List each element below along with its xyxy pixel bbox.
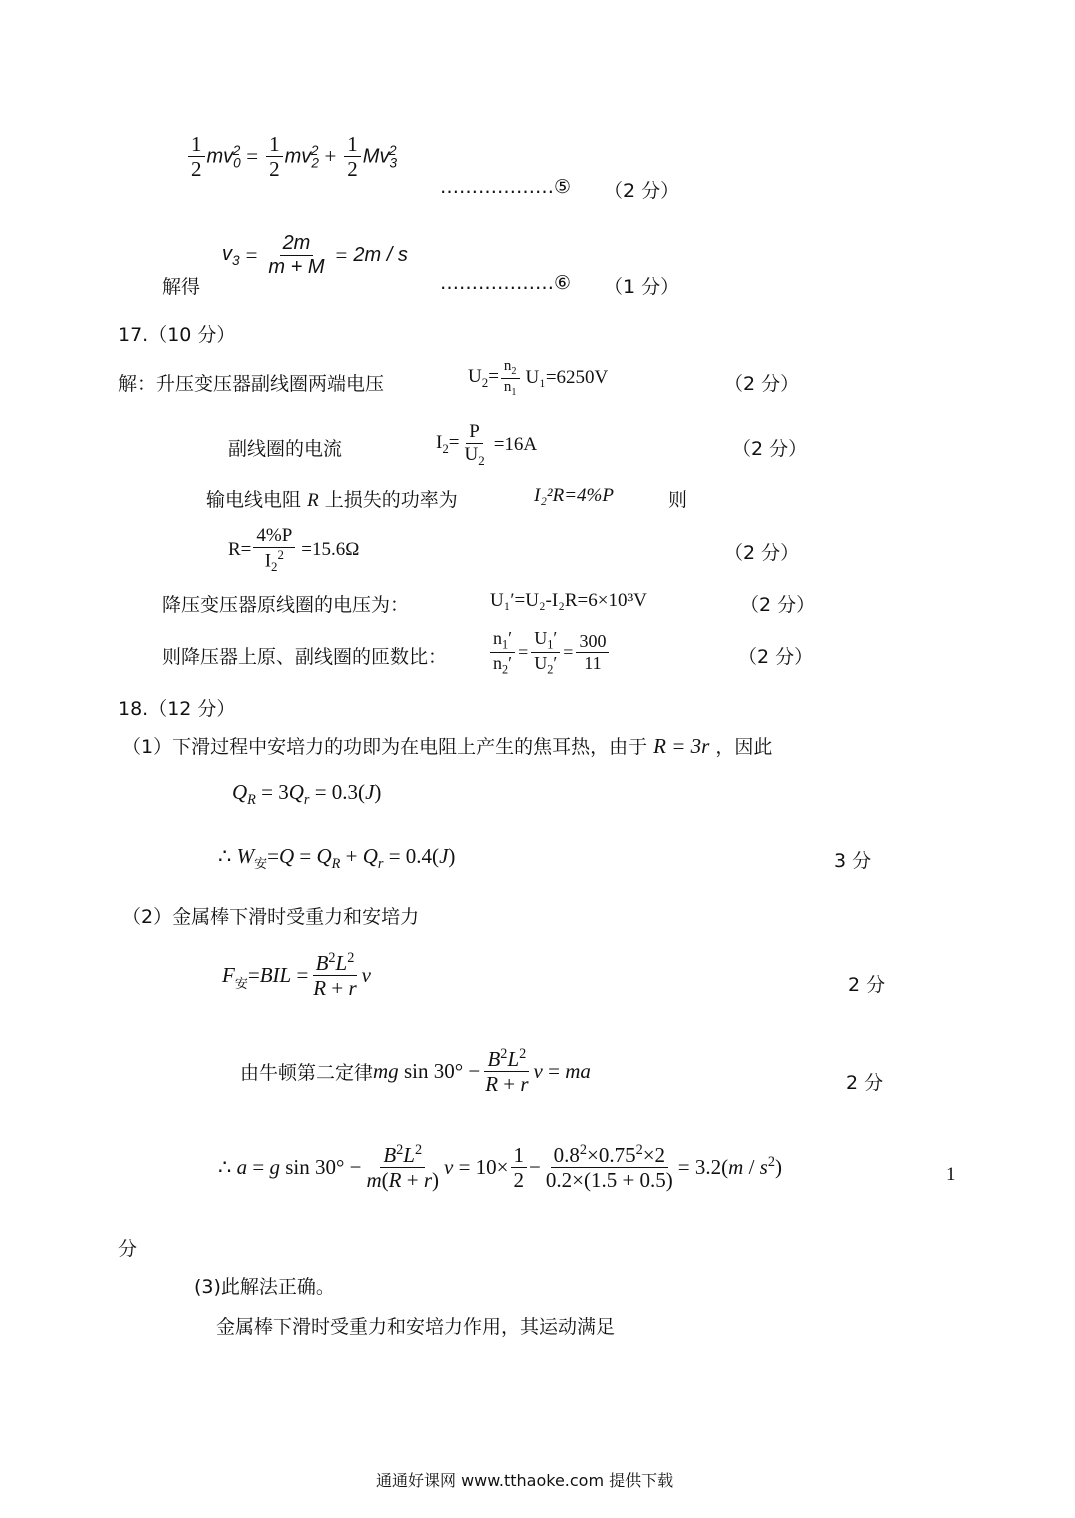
q17-heading: 17.（10 分）	[118, 324, 236, 346]
equation-v3: $v_3$ = $\frac{2m}{m + M}$ = 2m / s	[222, 232, 408, 278]
equation-qr: $Q_R = 3Q_r = 0.3(J)$	[232, 780, 382, 809]
q17-line1-score: （2 分）	[724, 373, 800, 395]
equation-newton: 由牛顿第二定律 mg sin 30° − $\frac{B^2L^2}{R + r}$ v = ma	[240, 1046, 591, 1097]
eq-w-score: 3 分	[834, 850, 872, 872]
q17-line4-prefix: R=	[228, 538, 252, 560]
q18-heading: 18.（12 分）	[118, 698, 236, 720]
equation-ampere-force: F $_安$ =BIL = $\frac{B^2L^2}{R + r}$ v	[222, 950, 371, 1001]
eq6-prefix: 解得	[162, 276, 201, 298]
q17-line1-result: U₁=6250V	[525, 367, 609, 389]
q17-line2-label: 副线圈的电流	[228, 438, 343, 460]
q17-line4-score: （2 分）	[724, 542, 800, 564]
q17-line2-result: =16A	[493, 433, 538, 455]
q18-part1-text: （1）下滑过程中安培力的功即为在电阻上产生的焦耳热，由于	[122, 736, 648, 758]
eq-a-score-a: 1	[946, 1164, 956, 1185]
eq-a-score-b: 分	[118, 1238, 138, 1260]
q17-line3-label-a: 输电线电阻	[206, 489, 302, 511]
eq-newton-score: 2 分	[846, 1072, 884, 1094]
q17-line3	[206, 485, 458, 512]
equation-acceleration: ∴ a = g sin 30° − $\frac{B^2L^2}{m(R + r)}$ v = 10× $\frac{1}{2}$ − $\frac{0.8^2\times 0.75^2\times 2}{0.2\times(1.5 + 0.5)}$ = $3.2(m / s^2)$	[218, 1142, 782, 1193]
q17-line5-label: 降压变压器原线圈的电压为：	[162, 594, 410, 616]
q17-line3-label-b: 上损失的功率为	[324, 489, 458, 511]
q17-line2-formula: $I_2=$ $\frac{P}{U_2}$ =16A	[436, 421, 538, 468]
q17-line4-formula: R= $\frac{4\%P}{I_2^2}$ =15.6Ω	[228, 525, 360, 574]
q17-line6-formula: $\frac{n_1'}{n_2'}$ = $\frac{U_1'}{U_2'}$ = $\frac{300}{11}$	[488, 628, 611, 676]
q17-line2-score: （2 分）	[732, 438, 808, 460]
equation-energy-conservation: $\frac{1}{2}$ $mv_0^2$ = $\frac{1}{2}$ $mv_2^2$ + $\frac{1}{2}$ $Mv_3^2$	[186, 132, 397, 181]
q18-part1-tail: ，因此	[715, 736, 773, 758]
q18-part2-text: （2）金属棒下滑时受重力和安培力	[122, 906, 420, 928]
q17-line6-label: 则降压器上原、副线圈的匝数比：	[162, 646, 448, 668]
newton-label: 由牛顿第二定律	[240, 1061, 374, 1084]
eq6-score: （1 分）	[604, 276, 680, 298]
q17-line6-score: （2 分）	[738, 646, 814, 668]
equation-w: ∴ $W_安=Q = Q_R + Q_r = 0.4(J)$	[218, 844, 456, 873]
eq5-score: （2 分）	[604, 180, 680, 202]
q18-part3-body: 金属棒下滑时受重力和安培力作用，其运动满足	[216, 1316, 616, 1338]
q18-part1	[122, 732, 772, 759]
eq6-marker: ………………⑥	[440, 272, 572, 294]
q17-line1-label: 解：升压变压器副线圈两端电压	[118, 373, 385, 395]
q17-line3-formula: I₂²R=4%P	[534, 485, 614, 506]
q17-line3-var: R	[307, 490, 319, 511]
q17-line4-result: =15.6Ω	[301, 538, 360, 560]
q17-line3-then: 则	[668, 489, 688, 511]
footer-source: 通通好课网 www.tthaoke.com 提供下载	[376, 1471, 674, 1490]
q18-part3-text: (3)此解法正确。	[194, 1276, 335, 1298]
q18-part1-condition: R = 3r	[653, 734, 710, 758]
q17-line5-formula: U₁′=U₂-I₂R=6×10³V	[490, 590, 647, 611]
eq-f-score: 2 分	[848, 974, 886, 996]
q17-line5-score: （2 分）	[740, 594, 816, 616]
eq5-marker: ………………⑤	[440, 176, 572, 198]
q17-line1-formula: $U_2=$ $\frac{n_2}{n_1}$ U₁=6250V	[468, 358, 609, 398]
